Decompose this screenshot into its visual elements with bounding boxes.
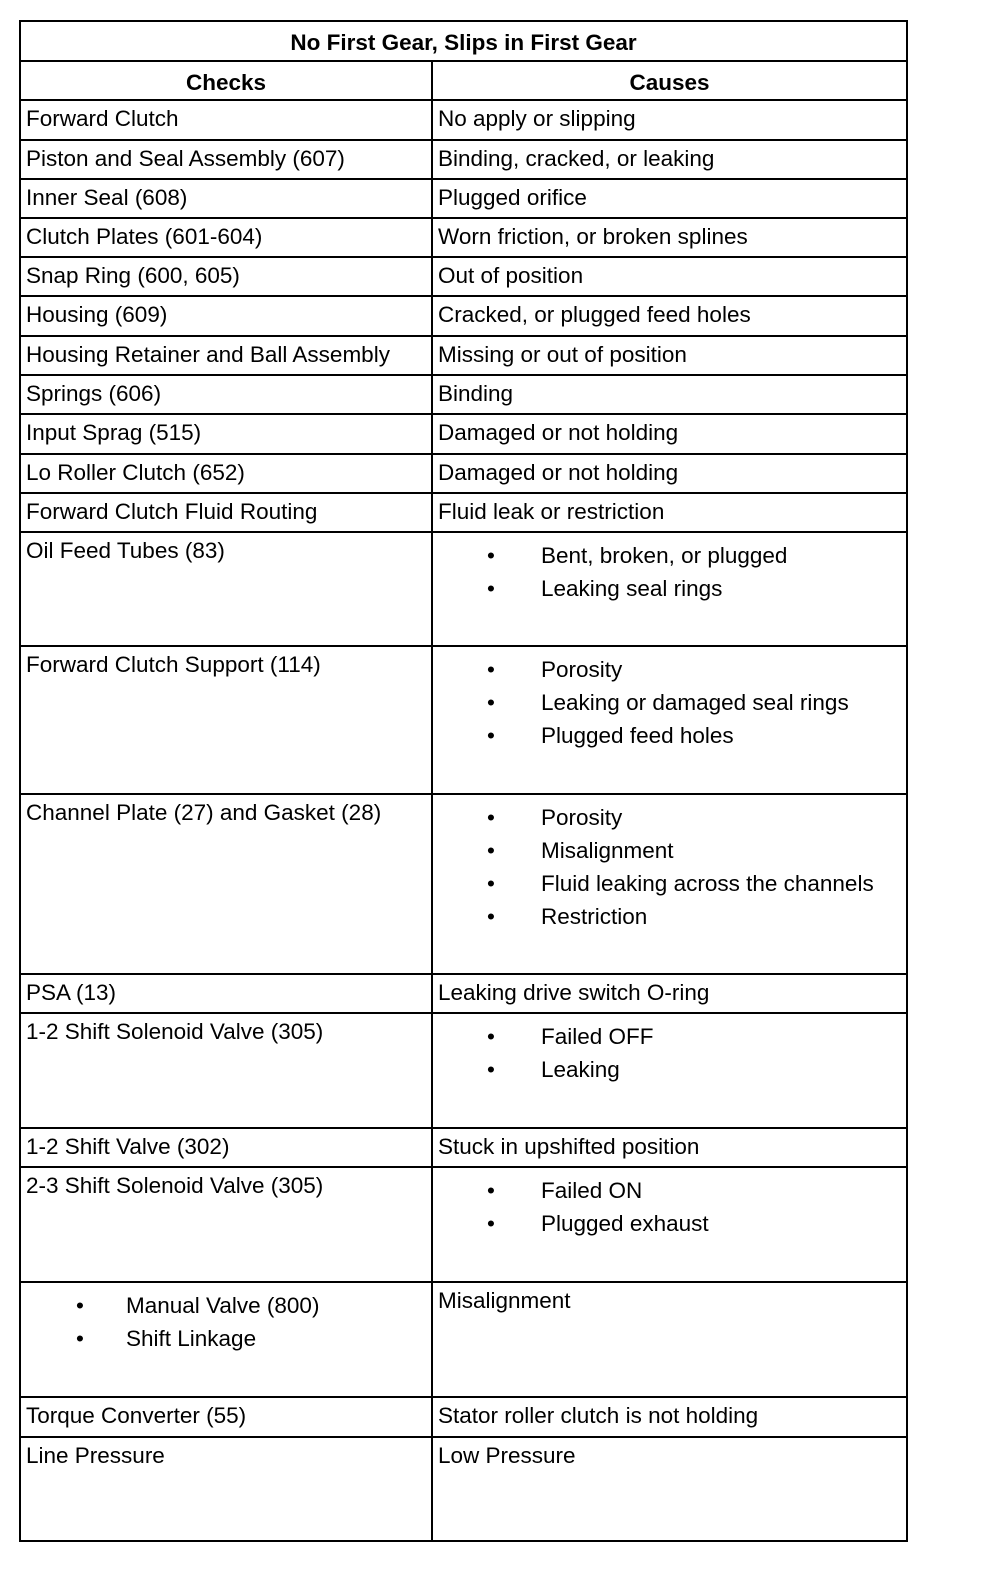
cause-cell: Damaged or not holding [432,454,907,493]
cause-list [438,653,901,752]
table-row [20,1397,907,1437]
bullet-icon: • [487,904,495,929]
check-cell: Lo Roller Clutch (652) [20,454,432,493]
cause-list [438,1174,901,1240]
table-row [20,140,907,179]
table-row [20,100,907,140]
cause-cell [432,1013,907,1128]
cause-cell [432,646,907,794]
cause-cell: No apply or slipping [432,100,907,140]
cause-cell: Cracked, or plugged feed holes [432,296,907,336]
cause-cell [432,1167,907,1282]
cause-cell: Leaking drive switch O-ring [432,974,907,1013]
check-cell: Inner Seal (608) [20,179,432,218]
bullet-icon: • [487,1211,495,1236]
bullet-icon: • [487,657,495,682]
check-cell: Channel Plate (27) and Gasket (28) [20,794,432,974]
header-causes: Causes [432,61,907,100]
table-row [20,794,907,974]
check-cell: Forward Clutch [20,100,432,140]
cause-list [438,1020,901,1086]
cause-cell: Low Pressure [432,1437,907,1541]
cause-list-item: • Leaking [438,1053,901,1086]
table-row [20,218,907,257]
cause-cell: Stator roller clutch is not holding [432,1397,907,1437]
check-list [26,1289,426,1355]
table-row [20,974,907,1013]
table-row [20,257,907,296]
cause-list-item: • Plugged exhaust [438,1207,901,1240]
cause-cell: Misalignment [432,1282,907,1397]
bullet-icon: • [487,690,495,715]
cause-list-item: • Bent, broken, or plugged [438,539,901,572]
check-cell: Piston and Seal Assembly (607) [20,140,432,179]
table-row [20,454,907,493]
cause-cell: Binding [432,375,907,414]
bullet-icon: • [487,871,495,896]
table-title: No First Gear, Slips in First Gear [20,21,907,61]
table-row [20,532,907,646]
bullet-icon: • [487,723,495,748]
cause-list-item: • Porosity [438,801,901,834]
cause-list-item: • Leaking or damaged seal rings [438,686,901,719]
cause-cell [432,532,907,646]
cause-cell: Missing or out of position [432,336,907,375]
check-cell: 1-2 Shift Valve (302) [20,1128,432,1167]
bullet-icon: • [76,1326,84,1351]
cause-cell: Worn friction, or broken splines [432,218,907,257]
cause-list-item: • Leaking seal rings [438,572,901,605]
table-row [20,336,907,375]
check-cell: Torque Converter (55) [20,1397,432,1437]
bullet-icon: • [487,576,495,601]
check-cell: PSA (13) [20,974,432,1013]
cause-cell: Fluid leak or restriction [432,493,907,532]
cause-list-item: • Restriction [438,900,901,933]
cause-list-item: • Fluid leaking across the channels [438,867,901,900]
check-cell: Housing Retainer and Ball Assembly [20,336,432,375]
check-list-item: • Manual Valve (800) [26,1289,426,1322]
check-cell: Input Sprag (515) [20,414,432,454]
check-cell: Oil Feed Tubes (83) [20,532,432,646]
check-cell: Housing (609) [20,296,432,336]
check-cell: Snap Ring (600, 605) [20,257,432,296]
table-row [20,1167,907,1282]
check-cell: 1-2 Shift Solenoid Valve (305) [20,1013,432,1128]
check-cell: Clutch Plates (601-604) [20,218,432,257]
table-row [20,493,907,532]
cause-cell: Binding, cracked, or leaking [432,140,907,179]
check-cell [20,1282,432,1397]
diagnosis-table [19,20,908,1542]
bullet-icon: • [487,1057,495,1082]
check-cell: Forward Clutch Fluid Routing [20,493,432,532]
bullet-icon: • [487,543,495,568]
table-row [20,375,907,414]
bullet-icon: • [76,1293,84,1318]
cause-cell: Plugged orifice [432,179,907,218]
table-row [20,1282,907,1397]
cause-cell: Out of position [432,257,907,296]
cause-cell: Stuck in upshifted position [432,1128,907,1167]
cause-list [438,539,901,605]
bullet-icon: • [487,838,495,863]
header-checks: Checks [20,61,432,100]
check-list-item: • Shift Linkage [26,1322,426,1355]
check-cell: Springs (606) [20,375,432,414]
bullet-icon: • [487,805,495,830]
table-row [20,179,907,218]
table-row [20,646,907,794]
cause-list-item: • Porosity [438,653,901,686]
check-cell: 2-3 Shift Solenoid Valve (305) [20,1167,432,1282]
cause-cell [432,794,907,974]
table-row [20,1013,907,1128]
check-cell: Line Pressure [20,1437,432,1541]
cause-list-item: • Misalignment [438,834,901,867]
table-row [20,1128,907,1167]
check-cell: Forward Clutch Support (114) [20,646,432,794]
cause-list-item: • Failed ON [438,1174,901,1207]
cause-cell: Damaged or not holding [432,414,907,454]
table-row [20,414,907,454]
bullet-icon: • [487,1024,495,1049]
cause-list-item: • Plugged feed holes [438,719,901,752]
cause-list-item: • Failed OFF [438,1020,901,1053]
table-row [20,296,907,336]
table-row [20,1437,907,1541]
cause-list [438,801,901,933]
bullet-icon: • [487,1178,495,1203]
